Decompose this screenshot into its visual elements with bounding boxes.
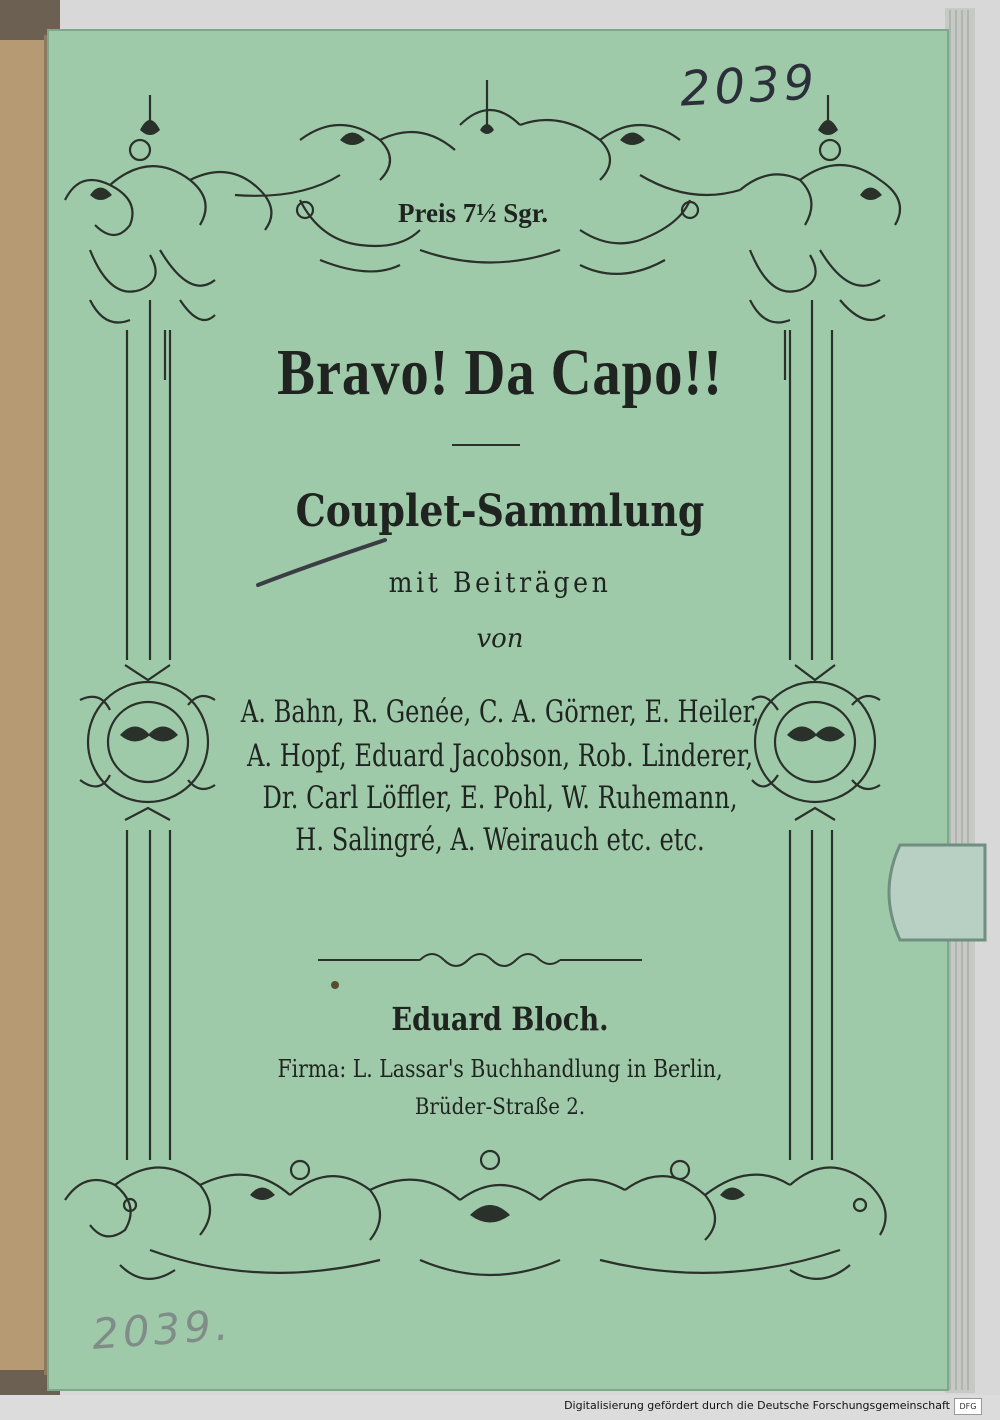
clip bbox=[889, 845, 985, 940]
handwritten-number-top: 2039 bbox=[678, 54, 820, 118]
contributions-line: mit Beiträgen bbox=[388, 566, 612, 599]
author-line: A. Bahn, R. Genée, C. A. Görner, E. Heiler, bbox=[240, 694, 760, 730]
stain bbox=[331, 981, 339, 989]
dfg-logo: DFG bbox=[954, 1398, 982, 1415]
handwritten-number-bottom: 2039. bbox=[90, 1300, 234, 1359]
price-label: Preis 7½ Sgr. bbox=[398, 198, 549, 228]
publisher-address: Brüder-Straße 2. bbox=[414, 1095, 586, 1120]
book-subtitle: Couplet-Sammlung bbox=[295, 486, 705, 537]
publisher-name: Eduard Bloch. bbox=[391, 1000, 609, 1038]
digitization-credit: Digitalisierung gefördert durch die Deutsche Forschungsgemeinschaft bbox=[564, 1399, 950, 1412]
by-line: von bbox=[476, 624, 524, 654]
author-line: Dr. Carl Löffler, E. Pohl, W. Ruhemann, bbox=[262, 780, 738, 816]
author-line: H. Salingré, A. Weirauch etc. etc. bbox=[295, 822, 705, 858]
book-title: Bravo! Da Capo!! bbox=[277, 336, 723, 409]
publisher-firm: Firma: L. Lassar's Buchhandlung in Berlin, bbox=[277, 1055, 723, 1083]
author-line: A. Hopf, Eduard Jacobson, Rob. Linderer, bbox=[246, 738, 754, 774]
